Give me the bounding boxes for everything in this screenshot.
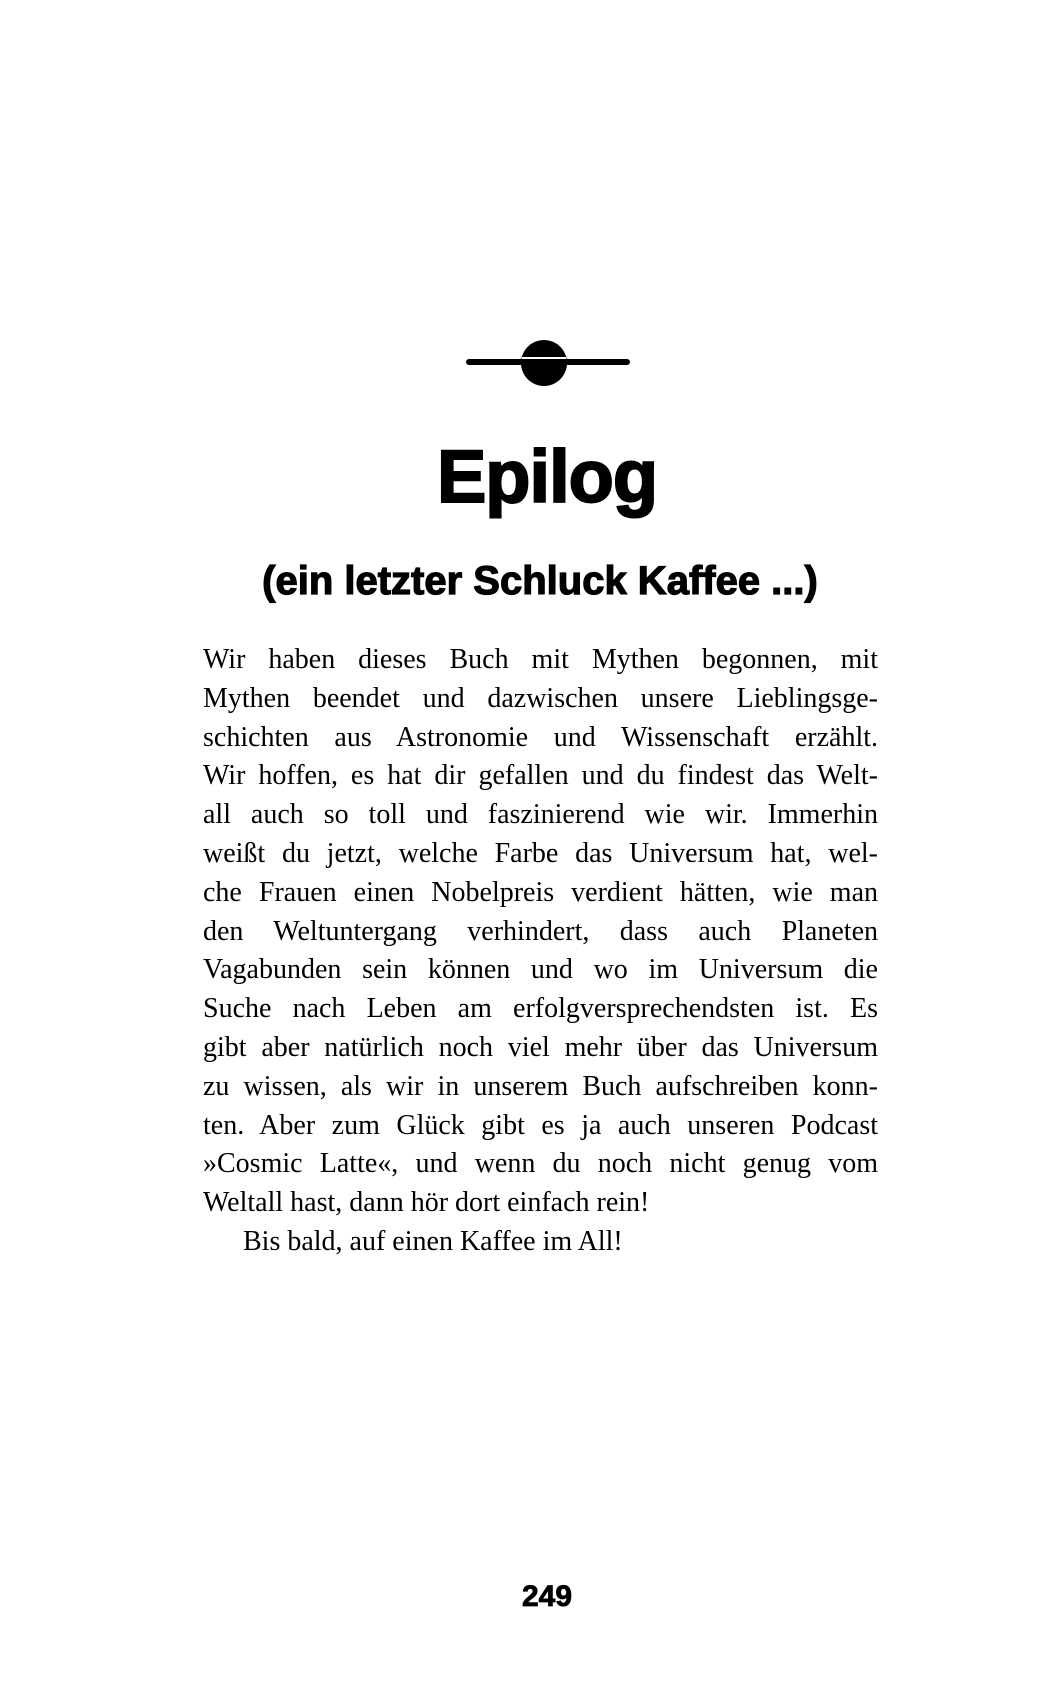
body-line: Weltall hast, dann hör dort einfach rein!: [203, 1187, 650, 1219]
body-line: »Cosmic Latte«, und wenn du noch nicht genug vom: [203, 1148, 878, 1180]
body-text: [203, 641, 878, 1262]
body-line: ten. Aber zum Glück gibt es ja auch unseren Podcast: [203, 1109, 878, 1141]
body-line: Wir haben dieses Buch mit Mythen begonnen, mit: [203, 644, 878, 675]
body-line: Suche nach Leben am erfolgversprechendsten ist. Es: [203, 993, 878, 1025]
body-line: schichten aus Astronomie und Wissenschaft erzählt.: [203, 721, 878, 753]
body-line: zu wissen, als wir in unserem Buch aufschreiben konn-: [203, 1070, 878, 1102]
closing-line: Bis bald, auf einen Kaffee im All!: [243, 1225, 623, 1257]
body-line: Mythen beendet und dazwischen unsere Lieblingsge-: [203, 682, 878, 714]
body-line: che Frauen einen Nobelpreis verdient hätten, wie man: [203, 876, 878, 908]
chapter-title: Epilog: [436, 435, 658, 518]
body-line: Wir hoffen, es hat dir gefallen und du findest das Welt-: [203, 760, 878, 792]
planet-ring-icon: [466, 338, 630, 388]
body-line: Vagabunden sein können und wo im Universum die: [203, 954, 878, 986]
page-number: 249: [521, 1580, 573, 1613]
body-line: all auch so toll und faszinierend wie wir. Immerhin: [203, 799, 878, 831]
chapter-subtitle: (ein letzter Schluck Kaffee ...): [262, 559, 818, 603]
body-line: gibt aber natürlich noch viel mehr über das Universum: [203, 1031, 878, 1063]
body-line: weißt du jetzt, welche Farbe das Universum hat, wel-: [203, 837, 878, 869]
body-line: den Weltuntergang verhindert, dass auch Planeten: [203, 915, 878, 947]
